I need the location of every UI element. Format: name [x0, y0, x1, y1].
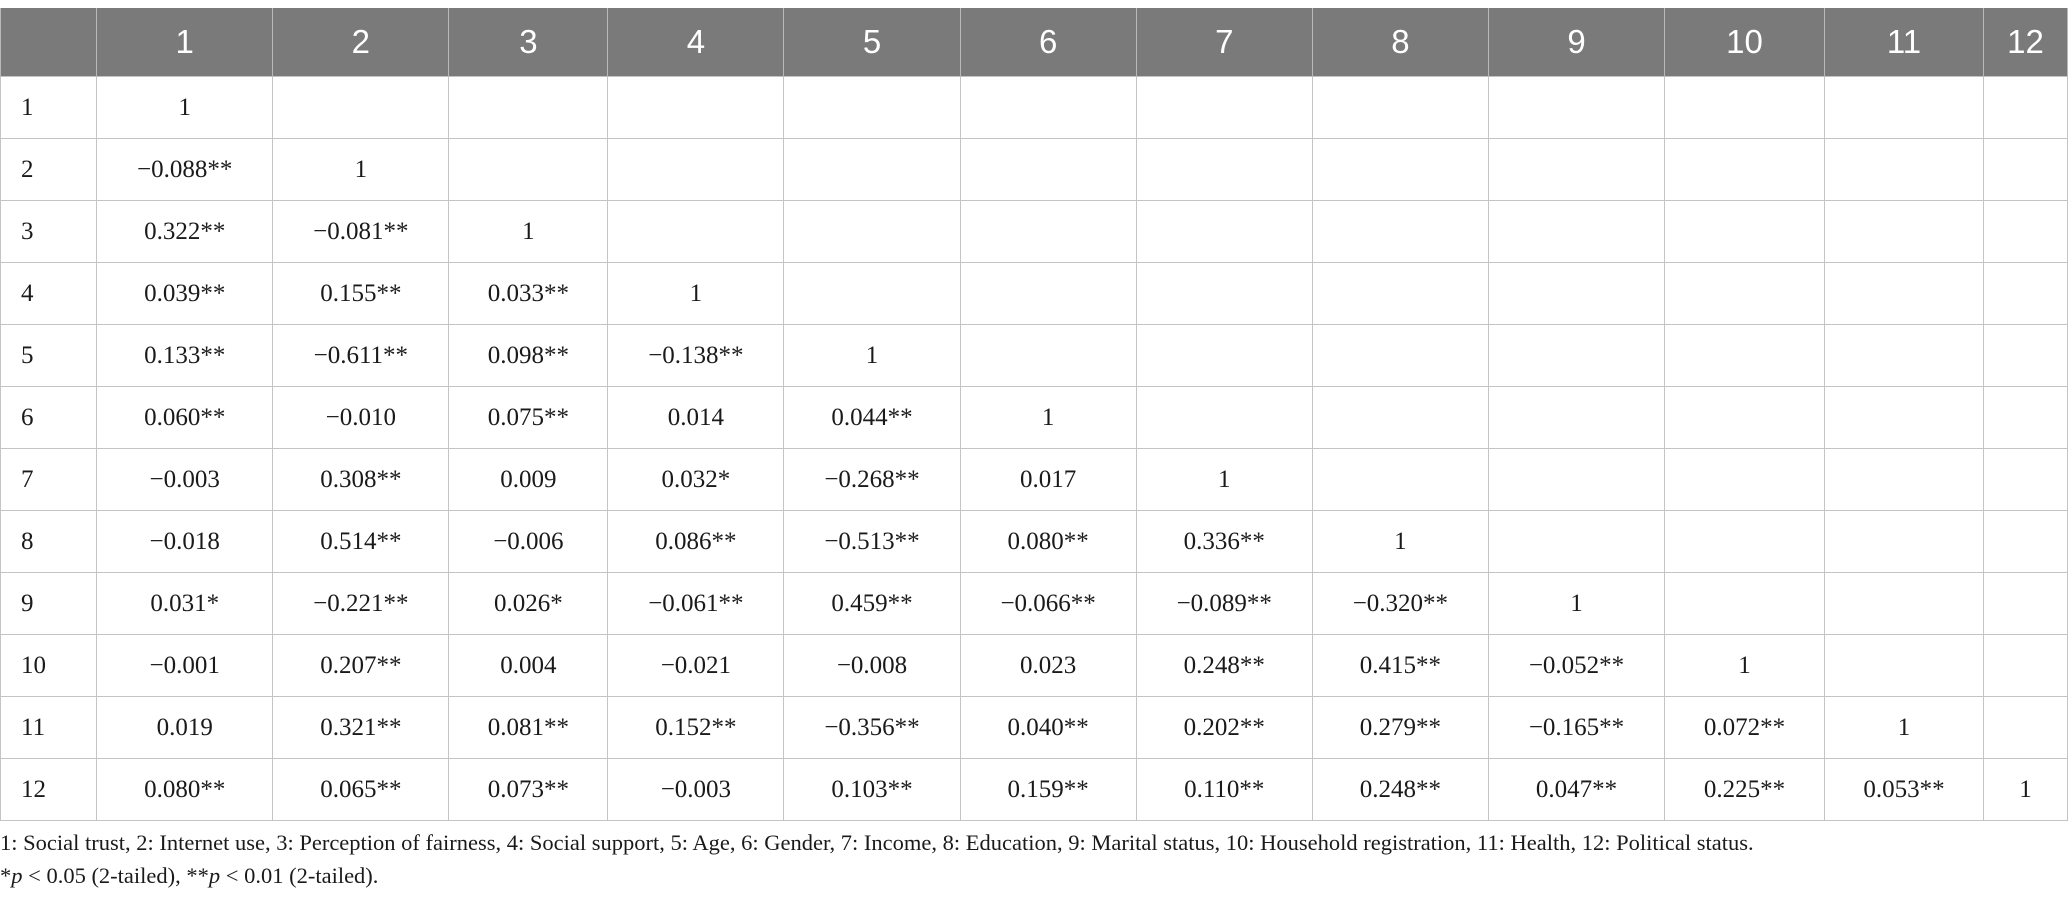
correlation-cell: 0.026*: [449, 573, 608, 635]
correlation-cell: 0.004: [449, 635, 608, 697]
correlation-cell: 1: [1488, 573, 1664, 635]
correlation-cell: [960, 77, 1136, 139]
correlation-cell: 0.072**: [1665, 697, 1825, 759]
correlation-cell: −0.513**: [784, 511, 960, 573]
correlation-cell: −0.061**: [608, 573, 784, 635]
correlation-cell: −0.021: [608, 635, 784, 697]
correlation-cell: [1665, 201, 1825, 263]
correlation-cell: [1488, 325, 1664, 387]
column-header-3: 3: [449, 8, 608, 77]
correlation-cell: 0.459**: [784, 573, 960, 635]
correlation-cell: [1665, 449, 1825, 511]
row-label: 3: [1, 201, 97, 263]
correlation-cell: 0.032*: [608, 449, 784, 511]
correlation-cell: 0.103**: [784, 759, 960, 821]
column-header-4: 4: [608, 8, 784, 77]
correlation-cell: −0.006: [449, 511, 608, 573]
row-label: 2: [1, 139, 97, 201]
table-row: [1, 201, 2068, 263]
correlation-cell: 0.023: [960, 635, 1136, 697]
row-label: 9: [1, 573, 97, 635]
correlation-cell: [1983, 697, 2067, 759]
correlation-cell: 1: [960, 387, 1136, 449]
correlation-cell: 0.159**: [960, 759, 1136, 821]
correlation-cell: 0.308**: [273, 449, 449, 511]
correlation-cell: [1136, 325, 1312, 387]
correlation-cell: [1488, 77, 1664, 139]
variable-legend: 1: Social trust, 2: Internet use, 3: Perception of fairness, 4: Social support, 5: Age, 6: Gender, 7: Income, 8: Education, 9: Marital status, 10: Household registration, 11: Health, 12: Political status.: [0, 830, 1754, 855]
correlation-cell: [1983, 573, 2067, 635]
row-label: 4: [1, 263, 97, 325]
correlation-cell: −0.320**: [1312, 573, 1488, 635]
correlation-cell: −0.138**: [608, 325, 784, 387]
correlation-cell: [273, 77, 449, 139]
correlation-cell: −0.268**: [784, 449, 960, 511]
correlation-cell: 0.207**: [273, 635, 449, 697]
table-row: [1, 449, 2068, 511]
correlation-cell: [608, 77, 784, 139]
correlation-cell: 0.098**: [449, 325, 608, 387]
correlation-cell: [1983, 263, 2067, 325]
correlation-cell: 0.322**: [97, 201, 273, 263]
row-label: 5: [1, 325, 97, 387]
correlation-cell: [1488, 449, 1664, 511]
correlation-cell: 0.514**: [273, 511, 449, 573]
correlation-cell: [1312, 325, 1488, 387]
correlation-cell: [1312, 201, 1488, 263]
correlation-cell: [1488, 387, 1664, 449]
correlation-cell: −0.066**: [960, 573, 1136, 635]
table-row: [1, 573, 2068, 635]
correlation-cell: 0.040**: [960, 697, 1136, 759]
table-header: [1, 8, 2068, 77]
column-header-6: 6: [960, 8, 1136, 77]
correlation-cell: 0.039**: [97, 263, 273, 325]
table-row: [1, 325, 2068, 387]
correlation-cell: [1488, 263, 1664, 325]
correlation-cell: 0.065**: [273, 759, 449, 821]
significance-star-1: *: [0, 863, 12, 888]
correlation-cell: [1825, 635, 1984, 697]
correlation-cell: [1312, 387, 1488, 449]
correlation-cell: 0.053**: [1825, 759, 1984, 821]
correlation-cell: [1665, 77, 1825, 139]
correlation-cell: [1136, 139, 1312, 201]
table-row: [1, 511, 2068, 573]
row-label: 11: [1, 697, 97, 759]
correlation-cell: 1: [784, 325, 960, 387]
correlation-cell: [1665, 573, 1825, 635]
correlation-cell: −0.003: [608, 759, 784, 821]
correlation-table: [0, 8, 2068, 821]
correlation-cell: [1312, 77, 1488, 139]
correlation-cell: −0.008: [784, 635, 960, 697]
correlation-cell: 0.133**: [97, 325, 273, 387]
correlation-cell: [1983, 139, 2067, 201]
correlation-cell: [1983, 635, 2067, 697]
correlation-cell: [1312, 139, 1488, 201]
correlation-cell: 1: [97, 77, 273, 139]
correlation-cell: [1983, 325, 2067, 387]
correlation-cell: [1488, 511, 1664, 573]
correlation-cell: [1665, 139, 1825, 201]
correlation-cell: 1: [273, 139, 449, 201]
correlation-cell: [784, 263, 960, 325]
row-label: 7: [1, 449, 97, 511]
correlation-cell: 0.279**: [1312, 697, 1488, 759]
correlation-cell: [960, 139, 1136, 201]
correlation-cell: [1136, 201, 1312, 263]
correlation-cell: −0.356**: [784, 697, 960, 759]
correlation-cell: 0.044**: [784, 387, 960, 449]
correlation-cell: [1983, 77, 2067, 139]
row-label: 1: [1, 77, 97, 139]
correlation-cell: 1: [608, 263, 784, 325]
correlation-cell: 0.152**: [608, 697, 784, 759]
correlation-cell: 1: [449, 201, 608, 263]
correlation-cell: [1488, 139, 1664, 201]
header-row: [1, 8, 2068, 77]
correlation-cell: −0.165**: [1488, 697, 1664, 759]
correlation-cell: [1136, 387, 1312, 449]
correlation-cell: [784, 77, 960, 139]
correlation-cell: [784, 201, 960, 263]
significance-text-1: < 0.05 (2-tailed), **: [22, 863, 209, 888]
column-header-11: 11: [1825, 8, 1984, 77]
correlation-cell: −0.010: [273, 387, 449, 449]
p-symbol-2: p: [208, 863, 221, 888]
correlation-cell: [1825, 201, 1984, 263]
correlation-cell: [1825, 263, 1984, 325]
correlation-cell: [1825, 387, 1984, 449]
row-label: 12: [1, 759, 97, 821]
correlation-cell: 1: [1136, 449, 1312, 511]
correlation-cell: 0.155**: [273, 263, 449, 325]
correlation-cell: −0.221**: [273, 573, 449, 635]
correlation-cell: [1825, 139, 1984, 201]
correlation-cell: 0.086**: [608, 511, 784, 573]
correlation-cell: [1983, 449, 2067, 511]
correlation-cell: [1665, 511, 1825, 573]
column-header-8: 8: [1312, 8, 1488, 77]
correlation-cell: −0.003: [97, 449, 273, 511]
correlation-cell: 0.248**: [1312, 759, 1488, 821]
correlation-cell: 1: [1312, 511, 1488, 573]
correlation-cell: 0.009: [449, 449, 608, 511]
correlation-cell: 0.415**: [1312, 635, 1488, 697]
correlation-cell: 0.248**: [1136, 635, 1312, 697]
correlation-cell: 1: [1983, 759, 2067, 821]
correlation-cell: 0.019: [97, 697, 273, 759]
significance-text-2: < 0.01 (2-tailed).: [220, 863, 379, 888]
correlation-cell: 0.080**: [97, 759, 273, 821]
table-body: [1, 77, 2068, 821]
correlation-cell: 0.080**: [960, 511, 1136, 573]
correlation-cell: 0.033**: [449, 263, 608, 325]
correlation-cell: [1136, 263, 1312, 325]
correlation-cell: [1983, 387, 2067, 449]
correlation-cell: −0.001: [97, 635, 273, 697]
correlation-cell: [1665, 263, 1825, 325]
correlation-cell: [960, 201, 1136, 263]
correlation-cell: −0.089**: [1136, 573, 1312, 635]
table-footnote: [0, 826, 2068, 892]
column-header-7: 7: [1136, 8, 1312, 77]
correlation-cell: 0.336**: [1136, 511, 1312, 573]
correlation-cell: 0.073**: [449, 759, 608, 821]
table-row: [1, 697, 2068, 759]
correlation-cell: [1312, 263, 1488, 325]
row-label: 10: [1, 635, 97, 697]
correlation-cell: [449, 139, 608, 201]
correlation-cell: [960, 263, 1136, 325]
correlation-cell: 0.202**: [1136, 697, 1312, 759]
correlation-cell: [608, 201, 784, 263]
correlation-cell: [1825, 573, 1984, 635]
correlation-cell: −0.018: [97, 511, 273, 573]
correlation-cell: 0.060**: [97, 387, 273, 449]
header-corner: [1, 8, 97, 77]
correlation-cell: −0.081**: [273, 201, 449, 263]
correlation-cell: [1825, 449, 1984, 511]
correlation-cell: [1488, 201, 1664, 263]
correlation-cell: 0.047**: [1488, 759, 1664, 821]
correlation-cell: [1825, 77, 1984, 139]
correlation-cell: 0.031*: [97, 573, 273, 635]
table-row: [1, 635, 2068, 697]
correlation-cell: −0.052**: [1488, 635, 1664, 697]
p-symbol-1: p: [11, 863, 23, 888]
column-header-9: 9: [1488, 8, 1664, 77]
table-row: [1, 77, 2068, 139]
correlation-cell: 1: [1665, 635, 1825, 697]
correlation-cell: −0.088**: [97, 139, 273, 201]
correlation-cell: 0.075**: [449, 387, 608, 449]
table-row: [1, 139, 2068, 201]
correlation-cell: [1825, 325, 1984, 387]
correlation-cell: 0.081**: [449, 697, 608, 759]
correlation-cell: −0.611**: [273, 325, 449, 387]
correlation-cell: 0.017: [960, 449, 1136, 511]
correlation-cell: 0.321**: [273, 697, 449, 759]
column-header-12: 12: [1983, 8, 2067, 77]
correlation-cell: [1136, 77, 1312, 139]
correlation-cell: 0.110**: [1136, 759, 1312, 821]
correlation-cell: 0.225**: [1665, 759, 1825, 821]
table-row: [1, 759, 2068, 821]
correlation-cell: [1983, 201, 2067, 263]
correlation-cell: [449, 77, 608, 139]
table-row: [1, 387, 2068, 449]
correlation-cell: [1825, 511, 1984, 573]
column-header-2: 2: [273, 8, 449, 77]
column-header-10: 10: [1665, 8, 1825, 77]
table-row: [1, 263, 2068, 325]
column-header-5: 5: [784, 8, 960, 77]
correlation-cell: [1665, 387, 1825, 449]
column-header-1: 1: [97, 8, 273, 77]
correlation-cell: [1983, 511, 2067, 573]
significance-note: [0, 859, 2068, 892]
correlation-cell: [784, 139, 960, 201]
row-label: 6: [1, 387, 97, 449]
correlation-cell: [1665, 325, 1825, 387]
correlation-cell: 0.014: [608, 387, 784, 449]
correlation-table-container: [0, 8, 2068, 821]
correlation-cell: [960, 325, 1136, 387]
correlation-cell: [608, 139, 784, 201]
row-label: 8: [1, 511, 97, 573]
correlation-cell: [1312, 449, 1488, 511]
correlation-cell: 1: [1825, 697, 1984, 759]
